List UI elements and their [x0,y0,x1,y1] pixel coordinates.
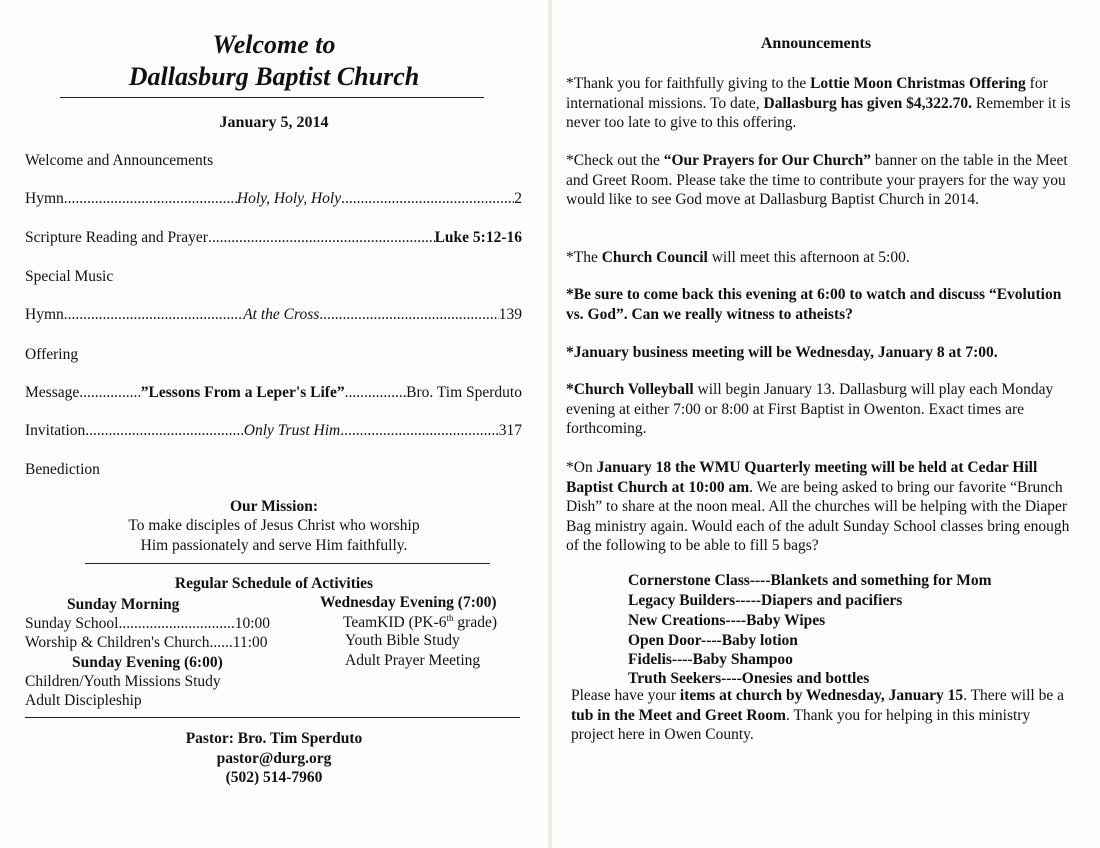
order-invitation [25,422,522,440]
order-scripture [25,229,522,247]
class-item: Truth Seekers----Onesies and bottles [628,670,870,687]
leader-dots [64,306,243,324]
leader-dots: ...... [209,634,233,651]
order-label: Scripture Reading and Prayer [25,229,208,246]
hymn-title: Holy, Holy, Holy [236,190,342,207]
activity-time: 10:00 [234,615,270,632]
leader-dots [79,384,141,402]
text: will begin January 13. Dallasburg will play each Monday evening at either 7:00 or 8:00 at First Baptist in Owenton. Exact times are forthcoming. [566,381,1054,437]
pastor-name: Pastor: Bro. Tim Sperduto [185,730,363,747]
sunday-school-row [25,615,270,633]
text: *Thank you for faithfully giving to the [566,75,811,92]
text: will meet this afternoon at 5:00. [707,249,910,266]
announcement-items-due [571,686,1074,745]
adult-prayer-meeting: Adult Prayer Meeting [345,652,481,669]
announcement-business-meeting: *January business meeting will be Wednesday, January 8 at 7:00. [566,344,998,361]
scripture-ref: Luke 5:12-16 [434,229,522,246]
order-message [25,384,522,402]
message-title: ”Lessons From a Leper's Life” [140,384,345,401]
mission-line-1: To make disciples of Jesus Christ who worship [128,517,420,534]
leader-dots [340,422,499,440]
mission-divider [85,563,490,564]
youth-bible-study: Youth Bible Study [345,632,460,649]
announcements-heading: Announcements [760,35,872,52]
text: for international missions. To date, [566,75,1048,112]
pastor-phone: (502) 514-7960 [225,769,323,786]
schedule-heading: Regular Schedule of Activities [174,575,374,592]
schedule-divider [25,717,520,718]
speaker-name: Bro. Tim Sperduto [406,384,522,401]
teamkid-sup: th [446,613,454,623]
leader-dots [345,384,407,402]
hymn-number: 2 [514,190,522,207]
hymn-number: 317 [498,422,522,439]
pastor-email: pastor@durg.org [216,750,332,767]
class-item: New Creations----Baby Wipes [628,612,826,629]
order-label: Message [25,384,80,401]
leader-dots [85,422,244,440]
wmu-meeting: January 18 the WMU Quarterly meeting will be held at Cedar Hill Baptist Church at 10:00 am [566,459,1038,496]
text: *On [566,459,597,476]
welcome-line-2: Dallasburg Baptist Church [128,62,420,91]
service-date: January 5, 2014 [219,114,329,131]
class-item: Cornerstone Class----Blankets and something for Mom [628,572,992,589]
text: *The [566,249,602,266]
class-item: Fidelis----Baby Shampoo [628,651,793,668]
leader-dots [208,229,435,247]
title-divider [60,97,484,98]
announcement-wmu [566,458,1071,556]
tub-location: tub in the Meet and Greet Room [571,706,786,724]
left-page [0,0,548,848]
teamkid [343,613,497,632]
hymn-title: At the Cross [243,306,320,323]
class-item: Open Door----Baby lotion [628,632,798,649]
announcement-volleyball [566,380,1071,439]
order-offering: Offering [25,346,79,363]
text: . Thank you for helping in this ministry project here in Owen County. [571,706,1031,743]
activity-label: Worship & Children's Church [25,634,210,651]
banner-name: “Our Prayers for Our Church” [663,152,871,169]
hymn-title: Only Trust Him [243,422,341,439]
order-hymn-1 [25,190,522,208]
order-benediction: Benediction [25,461,100,478]
offering-name: Lottie Moon Christmas Offering [810,75,1026,92]
activity-label: Sunday School [25,615,119,632]
text: . There will be a [963,687,1064,704]
leader-dots: .............................. [118,615,235,632]
announcement-prayer-banner [566,151,1071,210]
council-name: Church Council [601,249,708,266]
adult-discipleship: Adult Discipleship [25,692,142,709]
amount-given: Dallasburg has given $4,322.70. [763,94,972,112]
mission-heading: Our Mission: [230,498,318,515]
leader-dots [341,190,514,208]
text: Please have your [571,687,680,704]
order-label: Invitation [25,422,86,439]
leader-dots [319,306,498,324]
mission-line-2: Him passionately and serve Him faithfully. [140,537,408,554]
text: banner on the table in the Meet and Greet Room. Please take the time to contribute your prayers for the way you would like to see God move at Dallasburg Baptist Church in 2014. [566,152,1068,208]
children-youth-study: Children/Youth Missions Study [25,673,221,690]
class-item: Legacy Builders-----Diapers and pacifiers [628,592,903,609]
order-label: Hymn [25,190,64,207]
teamkid-label: TeamKID (PK-6 [343,614,447,632]
announcement-church-council [566,248,1071,268]
wednesday-heading: Wednesday Evening (7:00) [320,594,497,611]
order-special-music: Special Music [25,268,114,285]
text: *Check out the [566,152,664,169]
leader-dots [64,190,237,208]
page-fold [548,0,552,848]
teamkid-grade: grade) [453,614,497,632]
activity-time: 11:00 [232,634,268,651]
order-welcome: Welcome and Announcements [25,152,214,169]
worship-row [25,634,268,652]
sunday-morning-heading: Sunday Morning [67,596,180,613]
volleyball-label: *Church Volleyball [566,381,694,398]
text: . We are being asked to bring our favorite “Brunch Dish” to share at the noon meal. All the churches will be helping with the Diaper Bag ministry again. Would each of the adult Sunday School classes bring enough of the following to be able to fill 5 bags? [566,478,1070,554]
announcement-evolution: *Be sure to come back this evening at 6:00 to watch and discuss “Evolution vs. God”. Can we really witness to atheists? [566,286,1062,323]
announcement-lottie-moon [566,74,1071,133]
due-date: items at church by Wednesday, January 15 [679,687,964,704]
sunday-evening-heading: Sunday Evening (6:00) [72,654,223,671]
hymn-number: 139 [498,306,522,323]
order-hymn-2 [25,306,522,324]
text: Remember it is never too late to give to this offering. [566,94,1071,131]
welcome-line-1: Welcome to [212,30,336,59]
order-label: Hymn [25,306,64,323]
